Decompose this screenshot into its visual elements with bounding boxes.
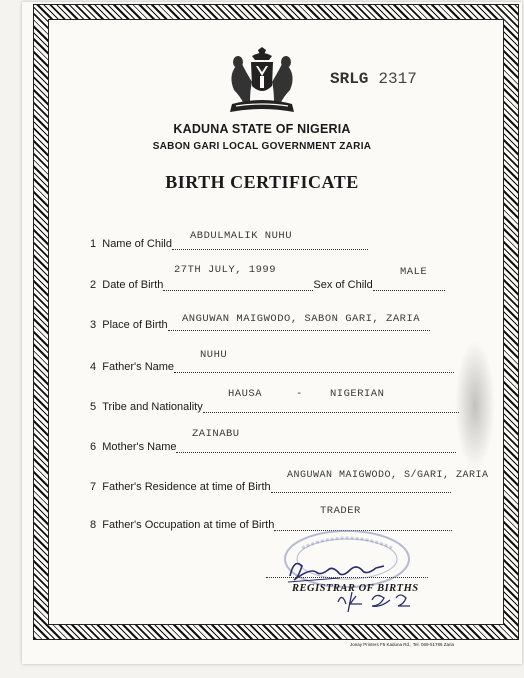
value-mothers-name: ZAINABU [192,428,240,440]
field-label: Father's Name [102,361,175,373]
value-date-of-birth: 27TH JULY, 1999 [174,264,277,276]
field-label: Name of Child [102,238,172,250]
signature-line [266,577,428,578]
serial-number [330,70,417,88]
field-label: Mother's Name [102,441,177,453]
certificate-title: BIRTH CERTIFICATE [165,172,359,192]
sex-label: Sex of Child [313,279,373,291]
field-label: Tribe and Nationality [102,401,203,413]
value-fathers-name: NUHU [200,349,228,361]
value-nationality: NIGERIAN [330,388,385,400]
field-label: Father's Occupation at time of Birth [102,519,275,531]
field-label: Father's Residence at time of Birth [102,481,271,493]
field-number: 7 [90,481,97,493]
registrar-title: REGISTRAR OF BIRTHS [292,583,419,594]
coat-of-arms-icon [222,46,302,118]
field-date-of-birth [90,279,445,291]
value-separator: - [296,388,303,400]
value-place-of-birth: ANGUWAN MAIGWODO, SABON GARI, ZARIA [182,313,421,325]
ink-smudge [455,340,495,470]
field-label: Place of Birth [102,319,168,331]
lga-heading: SABON GARI LOCAL GOVERNMENT ZARIA [152,141,372,152]
state-heading: KADUNA STATE OF NIGERIA [173,122,351,136]
serial-digits: 2317 [378,70,417,88]
field-number: 4 [90,361,97,373]
serial-prefix: SRLG [330,70,369,88]
field-fathers-residence [90,481,451,493]
value-fathers-occupation: TRADER [320,505,361,517]
field-number: 1 [90,238,97,250]
value-fathers-residence: ANGUWAN MAIGWODO, S/GARI, ZARIA [287,470,489,481]
field-number: 2 [90,279,97,291]
field-fathers-name [90,361,454,373]
value-sex-of-child: MALE [400,266,428,278]
field-mothers-name [90,441,456,453]
field-label: Date of Birth [102,279,164,291]
printer-footer: Jonay Printers F5 Kaduna Rd., Tel. 069-51786 Zaria [350,642,454,647]
value-name-of-child: ABDULMALIK NUHU [190,230,293,242]
field-number: 5 [90,401,97,413]
field-number: 6 [90,441,97,453]
field-tribe-nationality [90,401,459,413]
value-tribe: HAUSA [228,388,263,400]
field-number: 8 [90,519,97,531]
field-number: 3 [90,319,97,331]
